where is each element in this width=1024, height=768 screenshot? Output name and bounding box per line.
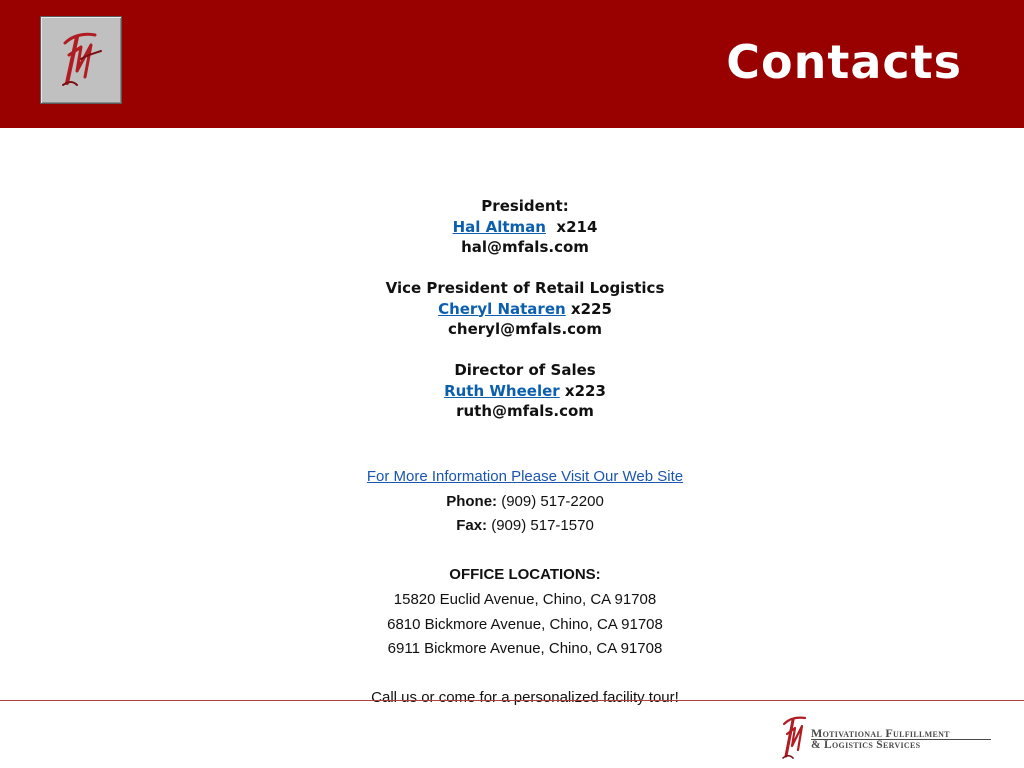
contact-block	[0, 360, 1024, 422]
page-title: Contacts	[726, 35, 962, 89]
company-info	[0, 465, 1024, 711]
contact-email: ruth@mfals.com	[456, 402, 594, 420]
contact-role: Director of Sales	[454, 361, 596, 379]
phone-number: (909) 517-2200	[501, 492, 604, 510]
contact-email: hal@mfals.com	[461, 238, 589, 256]
contact-block	[0, 278, 1024, 340]
location-address: 15820 Euclid Avenue, Chino, CA 91708	[393, 590, 657, 608]
footer-name-rule	[811, 739, 991, 740]
header-bar	[0, 0, 1024, 128]
phone-label: Phone:	[446, 492, 498, 510]
contact-role: President:	[481, 197, 569, 215]
contact-name-link[interactable]: Ruth Wheeler	[444, 381, 560, 400]
mfls-logo-icon	[778, 712, 810, 764]
contacts-list	[0, 196, 1024, 422]
contact-role: Vice President of Retail Logistics	[385, 279, 665, 297]
contact-extension: x225	[570, 299, 612, 318]
fax-number: (909) 517-1570	[491, 517, 594, 535]
company-name-line1: Motivational Fulfillment	[811, 726, 950, 740]
location-address: 6911 Bickmore Avenue, Chino, CA 91708	[387, 640, 663, 658]
contact-spacer	[546, 218, 556, 236]
location-address: 6810 Bickmore Avenue, Chino, CA 91708	[387, 615, 663, 633]
website-link[interactable]: For More Information Please Visit Our Web Site	[366, 468, 684, 485]
contact-extension: x223	[564, 381, 606, 400]
locations-heading: OFFICE LOCATIONS:	[449, 566, 601, 584]
contact-extension: x214	[556, 217, 598, 236]
company-logo[interactable]	[40, 16, 122, 104]
tour-invitation: Call us or come for a personalized facility tour!	[371, 689, 679, 707]
footer-company-logo	[778, 712, 1008, 764]
footer-divider	[0, 700, 1024, 701]
contact-name-link[interactable]: Hal Altman	[452, 217, 546, 236]
contact-block	[0, 196, 1024, 258]
company-name-line2: & Logistics Services	[811, 739, 921, 751]
contact-email: cheryl@mfals.com	[448, 320, 602, 338]
mfls-logo-icon	[51, 25, 111, 95]
fax-label: Fax:	[456, 517, 488, 535]
contact-name-link[interactable]: Cheryl Nataren	[438, 299, 566, 318]
